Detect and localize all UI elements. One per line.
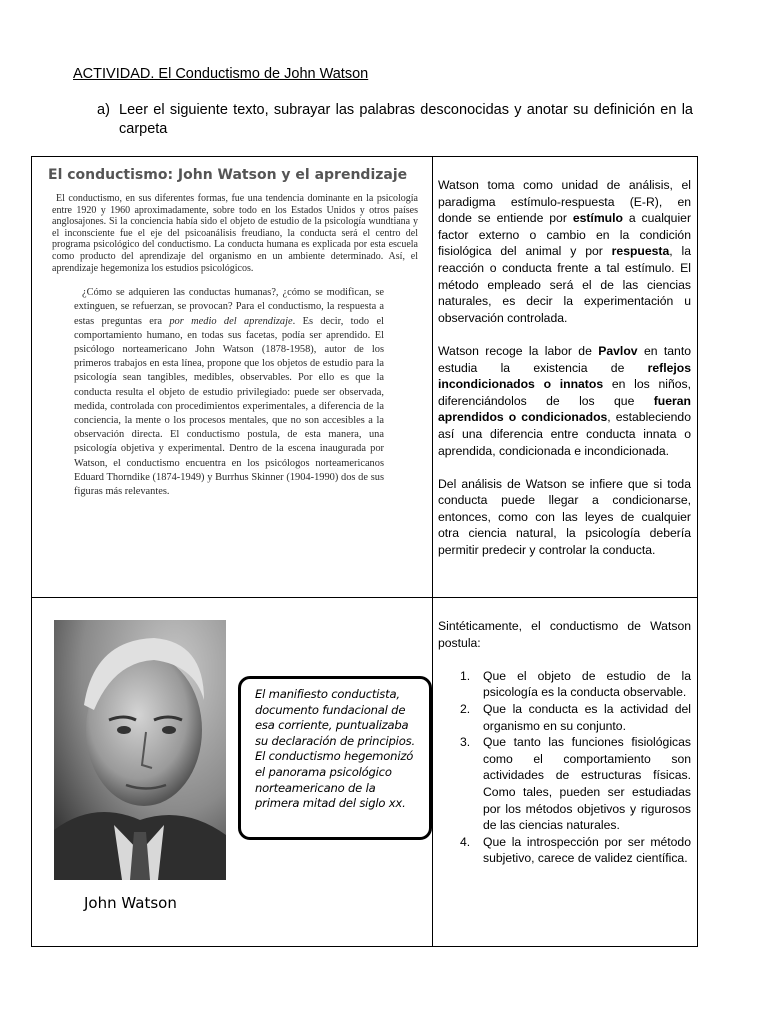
postulates-cell xyxy=(433,598,698,947)
explanation-cell xyxy=(433,157,698,598)
scan-paragraph-1: El conductismo, en sus diferentes formas, fue una tendencia dominante en la psicología entre 1920 y 1960 aproximadamente, sobre todo en los Estados Unidos y otros países anglosajones. Si la conciencia había sido el objeto de estudio de la psicología wundtiana y el inconsciente fue el eje del psicoanálisis freudiano, la conducta será el centro del programa psicológico del conductismo. La conducta humana es explicada por esta escuela como producto del aprendizaje del organismo en un ambiente determinado. Así, el aprendizaje hegemoniza los estudios psicológicos. xyxy=(52,193,418,274)
list-item: 2. Que la conducta es la actividad del organismo en su conjunto. xyxy=(460,701,691,733)
scan-paragraph-2 xyxy=(74,286,384,499)
instruction-text: Leer el siguiente texto, subrayar las palabras desconocidas y anotar su definición en la carpeta xyxy=(119,102,693,137)
list-item: 4. Que la introspección por ser método subjetivo, carece de validez científica. xyxy=(460,834,691,866)
postulates-intro: Sintéticamente, el conductismo de Watson postula: xyxy=(438,619,691,650)
list-item: 1. Que el objeto de estudio de la psicología es la conducta observable. xyxy=(460,668,691,700)
term-estimulo: estímulo xyxy=(572,211,623,226)
explanation-paragraph-2: Watson recoge la labor de Pavlov en tanto estudia la existencia de reflejos incondicionados o innatos en los niños, diferenciándolos de los que fueran aprendidos o condicionados, estableciendo así una diferencia entre conducta innata o aprendida, condicionada e incondicionada. xyxy=(438,343,691,458)
scanned-text xyxy=(32,167,432,499)
instruction xyxy=(97,101,693,139)
scanned-text-cell xyxy=(32,157,433,598)
page-title: ACTIVIDAD. El Conductismo de John Watson xyxy=(73,66,369,82)
photo-cell xyxy=(32,598,433,947)
list-item: 3. Que tanto las funciones fisiológicas como el comportamiento son actividades de estructuras físicas. Como tales, pueden ser estudiadas por los métodos objetivos y rigurosos de las ciencias naturales. xyxy=(460,735,691,833)
explanation-paragraph-1: Watson toma como unidad de análisis, el paradigma estímulo-respuesta (E-R), en donde se entiende por estímulo a cualquier factor externo o cambio en la condición fisiológica del animal y por respuesta, la reacción o conducta frente a tal estímulo. El método empleado será el de las ciencias naturales, es decir la experimentación u observación controlada. xyxy=(438,178,692,325)
explanation-paragraph-3: Del análisis de Watson se infiere que si toda conducta puede llegar a condicionarse, entonces, como con las leyes de cualquier otra ciencia natural, la psicología debería permitir predecir y controlar la conducta. xyxy=(438,476,691,558)
john-watson-photo xyxy=(54,620,226,880)
term-aprendidos: fueran aprendidos o condicionados xyxy=(438,393,691,425)
scan-p2-emphasis: por medio del aprendizaje xyxy=(169,315,293,327)
photo-caption: John Watson xyxy=(84,894,177,912)
term-pavlov: Pavlov xyxy=(598,343,638,358)
term-reflejos-innatos: reflejos incondicionados o innatos xyxy=(438,360,691,392)
postulates-list xyxy=(438,668,691,867)
scan-heading: El conductismo: John Watson y el aprendizaje xyxy=(48,167,408,183)
scan-p2-part-b: . Es decir, todo el comportamiento humano, en todas sus facetas, podía ser aprendido. El psicólogo norteamericano John Watson (1878-1958), autor de los primeros trabajos en esta línea, propone que los objetos de estudio para la psicología sean tangibles, medibles, observables. Por ello es que la conducta resulta el objeto de estudio privilegiado: puede ser observada, medida, controlada con procedimientos experimentales, a diferencia de la conciencia, la mente o los procesos mentales, que no son accesibles a la observación directa. El conductismo postula, de esta manera, una psicología objetiva y experimental. Dentro de la escena inaugurada por Watson, el conductismo encuentra en los psicólogos norteamericanos Eduard Thorndike (1874-1949) y Burrhus Skinner (1904-1990) dos de sus figuras más relevantes. xyxy=(74,315,384,497)
content-table xyxy=(31,156,698,947)
quote-box: El manifiesto conductista, documento fundacional de esa corriente, puntualizaba su declaración de principios. El conductismo hegemonizó el panorama psicológico norteamericano de la primera mitad del siglo xx. xyxy=(238,676,432,840)
instruction-label: a) xyxy=(97,102,110,118)
scan-p2-part-a: ¿Cómo se adquieren las conductas humanas?, ¿cómo se modifican, se extinguen, se refuerzan, se provocan? Para el conductismo, la respuesta a estas preguntas era xyxy=(74,287,384,327)
term-respuesta: respuesta xyxy=(611,244,670,259)
